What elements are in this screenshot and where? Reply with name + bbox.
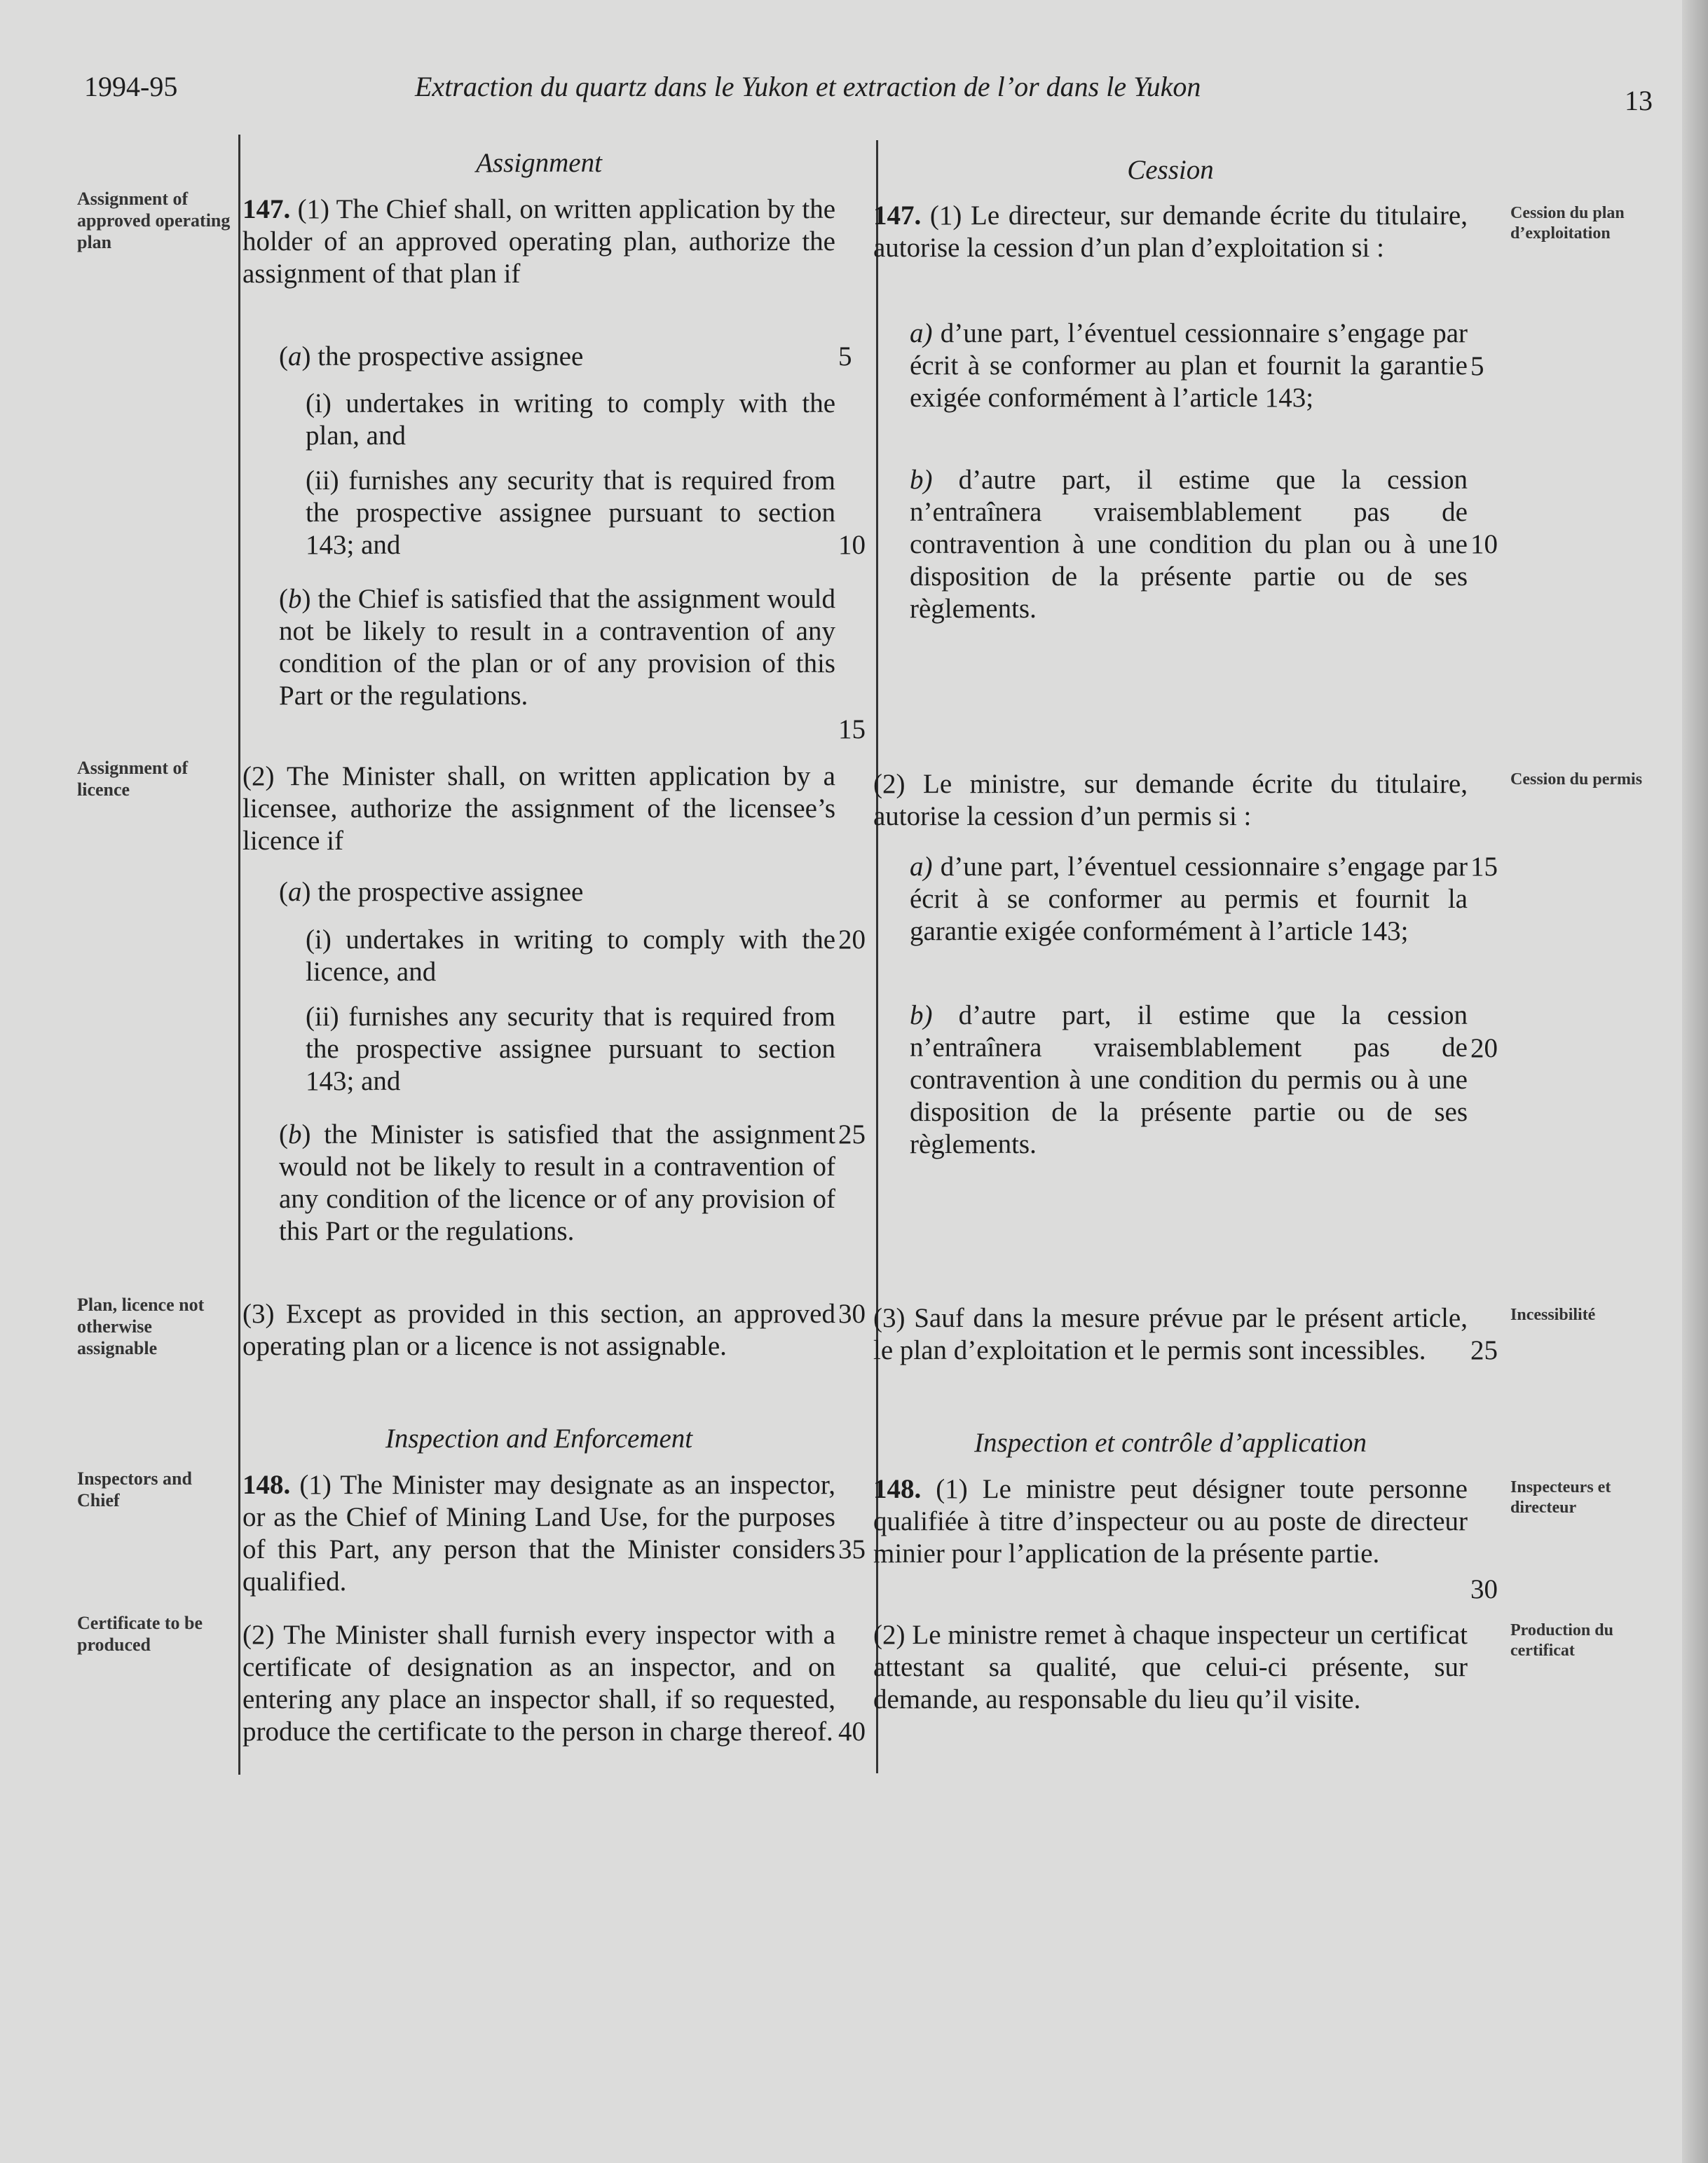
fr-147-2-a: a) d’une part, l’éventuel cessionnaire s’engage par écrit à se conformer au permis et fournit la garantie exigée conformément à l’article 143;	[910, 852, 1468, 946]
fr-147-1-a: a) d’une part, l’éventuel cessionnaire s’engage par écrit à se conformer au plan et fournit la garantie exigée conformément à l’article 143;	[910, 318, 1468, 413]
margin-note-assignment-licence: Assignment of licence	[77, 758, 189, 800]
margin-note-incessibilite: Incessibilité	[1510, 1306, 1596, 1324]
fr-section-147-2: (2) Le ministre, sur demande écrite du titulaire, autorise la cession d’un permis si :	[873, 769, 1468, 831]
line-number: 25	[838, 1119, 866, 1149]
en-147-2-a: (a) the prospective assignee	[279, 877, 584, 907]
line-number: 30	[1470, 1574, 1498, 1604]
margin-note-assignment-plan: Assignment of approved operating plan	[77, 189, 231, 252]
margin-note-cession-plan: Cession du plan d’exploitation	[1510, 204, 1625, 243]
line-number: 25	[1470, 1335, 1498, 1365]
section-number: 148.	[873, 1474, 922, 1504]
section-number: 148.	[242, 1470, 291, 1500]
line-number: 15	[838, 714, 866, 744]
line-number: 10	[1470, 529, 1498, 559]
line-number: 20	[838, 924, 866, 955]
page-edge-shadow	[1682, 0, 1708, 2163]
heading-assignment: Assignment	[476, 148, 602, 178]
header-year: 1994-95	[84, 71, 178, 102]
fr-147-1-b: b) d’autre part, il estime que la cession n’entraînera vraisemblablement pas de contravention à une condition du plan ou à une disposition de la présente partie ou de ses règlements.	[910, 465, 1468, 624]
line-number: 35	[838, 1534, 866, 1564]
en-section-147-1: 147. (1) The Chief shall, on written application by the holder of an approved operating plan, authorize the assignment of that plan if	[242, 194, 835, 289]
fr-147-2-b: b) d’autre part, il estime que la cession n’entraînera vraisemblablement pas de contravention à une condition du permis ou à une disposition de la présente partie ou de ses règlements.	[910, 1000, 1468, 1159]
en-section-147-2: (2) The Minister shall, on written application by a licensee, authorize the assignment of the licensee’s licence if	[242, 761, 835, 856]
en-147-1-a-ii: (ii) furnishes any security that is required from the prospective assignee pursuant to section 143; and	[306, 465, 835, 560]
en-section-148-2: (2) The Minister shall furnish every inspector with a certificate of designation as an inspector, and on entering any place an inspector shall, if so requested, produce the certificate to the person in charge thereof.	[242, 1620, 835, 1747]
margin-note-inspecteurs: Inspecteurs et directeur	[1510, 1478, 1611, 1517]
line-number: 15	[1470, 852, 1498, 882]
line-number: 40	[838, 1717, 866, 1747]
header-title: Extraction du quartz dans le Yukon et extraction de l’or dans le Yukon	[415, 71, 1201, 102]
fr-section-147-3: (3) Sauf dans la mesure prévue par le présent article, le plan d’exploitation et le permis sont incessibles.	[873, 1303, 1468, 1365]
fr-section-148-2: (2) Le ministre remet à chaque inspecteur un certificat attestant sa qualité, que celui-ci présente, sur demande, au responsable du lieu qu’il visite.	[873, 1620, 1468, 1714]
line-number: 5	[1470, 351, 1484, 381]
en-147-2-a-ii: (ii) furnishes any security that is required from the prospective assignee pursuant to section 143; and	[306, 1002, 835, 1096]
section-number: 147.	[873, 200, 922, 231]
section-number: 147.	[242, 194, 291, 224]
heading-inspection-enforcement: Inspection and Enforcement	[385, 1424, 693, 1454]
line-number: 20	[1470, 1033, 1498, 1063]
margin-note-cession-permis: Cession du permis	[1510, 770, 1643, 789]
line-number: 10	[838, 530, 866, 560]
line-number: 30	[838, 1299, 866, 1329]
heading-inspection-controle: Inspection et contrôle d’application	[974, 1428, 1367, 1458]
en-147-1-a-i: (i) undertakes in writing to comply with the plan, and	[306, 388, 835, 451]
page-number: 13	[1625, 85, 1653, 116]
left-column-rule	[238, 135, 240, 1775]
fr-section-147-1: 147. (1) Le directeur, sur demande écrite du titulaire, autorise la cession d’un plan d’exploitation si :	[873, 200, 1468, 263]
en-section-147-3: (3) Except as provided in this section, an approved operating plan or a licence is not assignable.	[242, 1299, 835, 1361]
margin-note-production: Production du certificat	[1510, 1621, 1613, 1660]
en-147-2-b: (b) the Minister is satisfied that the assignment would not be likely to result in a contravention of any condition of the licence or of any provision of this Part or the regulations.	[279, 1119, 835, 1246]
fr-section-148-1: 148. (1) Le ministre peut désigner toute personne qualifiée à titre d’inspecteur ou au poste de directeur minier pour l’application de la présente partie.	[873, 1474, 1468, 1569]
en-section-148-1: 148. (1) The Minister may designate as an inspector, or as the Chief of Mining Land Use, for the purposes of this Part, any person that the Minister considers qualified.	[242, 1470, 835, 1597]
en-147-1-a: (a) the prospective assignee	[279, 341, 584, 371]
heading-cession: Cession	[1127, 155, 1214, 185]
en-147-2-a-i: (i) undertakes in writing to comply with the licence, and	[306, 924, 835, 987]
line-number: 5	[838, 341, 852, 371]
margin-note-inspectors: Inspectors and Chief	[77, 1468, 192, 1510]
margin-note-certificate: Certificate to be produced	[77, 1613, 203, 1655]
margin-note-not-assignable: Plan, licence not otherwise assignable	[77, 1295, 205, 1358]
en-147-1-b: (b) the Chief is satisfied that the assignment would not be likely to result in a contravention of any condition of the plan or of any provision of this Part or the regulations.	[279, 584, 835, 711]
